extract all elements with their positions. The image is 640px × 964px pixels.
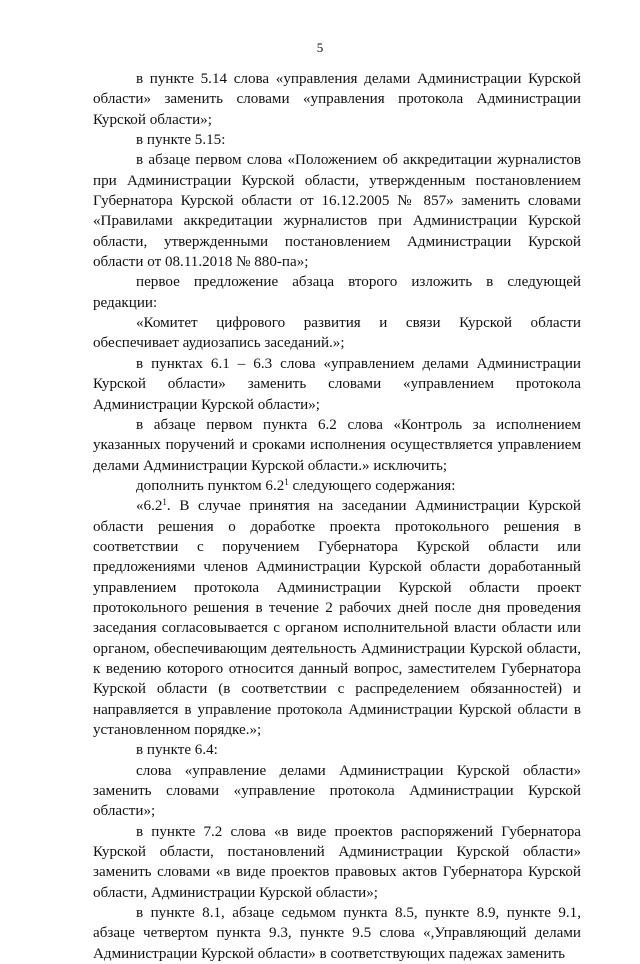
- paragraph-7-2: в пункте 7.2 слова «в виде проектов распоряжений Губернатора Курской области, постановлений Администрации Курской области» заменить словами «в виде проектов правовых актов Губернатора Курской области, Администрации Курской области»;: [93, 823, 581, 901]
- paragraph-text-part: следующего содержания:: [288, 477, 456, 494]
- paragraph-8-1: в пункте 8.1, абзаце седьмом пункта 8.5, пункте 8.9, пункте 9.1, абзаце четвертом пункта 9.3, пункте 9.5 слова «,Управляющий делами Администрации Курской области» в соответствующих падежах заменить: [93, 905, 581, 962]
- page-number: 5: [316, 40, 324, 55]
- paragraph-6-4-words: слова «управление делами Администрации Курской области» заменить словами «управление протокола Администрации Курской области»;: [93, 762, 581, 820]
- paragraph-text-part: дополнить пунктом 6.2: [136, 477, 285, 494]
- paragraph-audio-recording: «Комитет цифрового развития и связи Курской области обеспечивает аудиозапись заседаний.»;: [93, 315, 581, 352]
- paragraph-5-14: в пункте 5.14 слова «управления делами Администрации Курской области» заменить словами «управления протокола Администрации Курской области»;: [93, 71, 581, 128]
- paragraph-5-15-second-abzac: первое предложение абзаца второго изложить в следующей редакции:: [93, 274, 581, 311]
- paragraph-6-2-1-text: [93, 496, 581, 740]
- paragraph-6-4-heading: в пункте 6.4:: [136, 742, 218, 759]
- paragraph-5-15-heading: в пункте 5.15:: [136, 132, 226, 149]
- paragraph-6-1-6-3: в пунктах 6.1 – 6.3 слова «управлением делами Администрации Курской области» заменить словами «управлением протокола Администрации Курской области»;: [93, 355, 581, 413]
- paragraph-6-2-control: в абзаце первом пункта 6.2 слова «Контроль за исполнением указанных поручений и сроками исполнения осуществляется управлением делами Администрации Курской области.» исключить;: [93, 416, 581, 474]
- superscript: 1: [284, 476, 289, 487]
- paragraph-text-part: . В случае принятия на заседании Администрации Курской области решения о доработке проекта протокольного решения в соответствии с поручением Губернатора Курской области или предложениями членов Администрации Курской области доработанный управлением протокола Администрации Курской области проект протокольного решения в течение 2 рабочих дней после дня проведения заседания согласовывается с органом исполнительной власти области или органом, обеспечивающим деятельность Администрации Курской области, к ведению которого относится данный вопрос, заместителем Губернатора Курской области (в соответствии с распределением обязанностей) и направляется в управление протокола Администрации Курской области в установленном порядке.»;: [93, 498, 581, 738]
- document-body: [93, 69, 581, 964]
- paragraph-5-15-first-abzac: в абзаце первом слова «Положением об аккредитации журналистов при Администрации Курской области, утвержденным постановлением Губернатора Курской области от 16.12.2005 № 857» заменить словами «Правилами аккредитации журналистов при Администрации Курской области, утвержденными постановлением Администрации Курской области от 08.11.2018 № 880-па»;: [93, 152, 581, 271]
- superscript: 1: [162, 497, 167, 508]
- paragraph-text-part: «6.2: [136, 498, 163, 515]
- paragraph-add-6-2-1: [93, 476, 581, 496]
